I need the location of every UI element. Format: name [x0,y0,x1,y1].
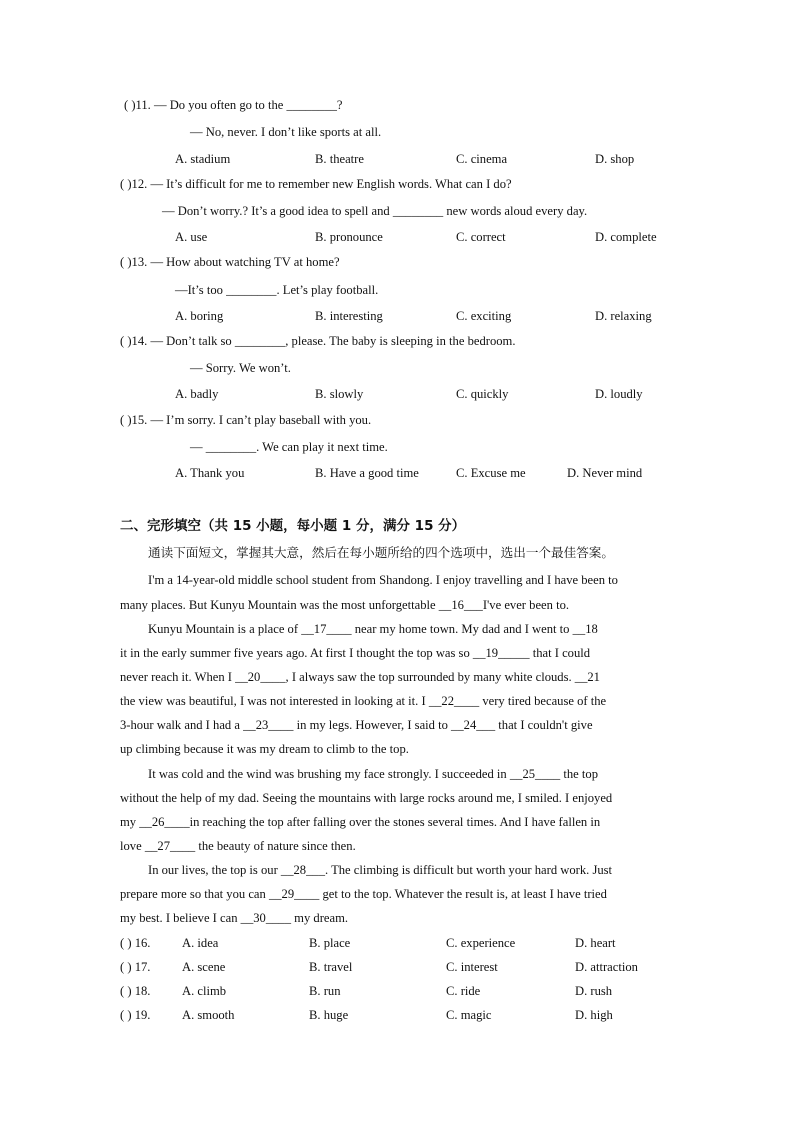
passage-line: my best. I believe I can __30____ my dream. [120,911,349,925]
question-12-reply: — Don’t worry.? It’s a good idea to spell and ________ new words aloud every day. [162,204,588,218]
passage-line: my __26____in reaching the top after falling over the stones several times. And I have fallen in [120,815,601,829]
option-a: A. badly [175,387,219,401]
option-d: D. Never mind [567,466,643,480]
option-d: D. relaxing [595,309,652,323]
option-b: B. Have a good time [315,466,419,480]
section-title: 二、完形填空（共 15 小题，每小题 1 分，满分 15 分） [120,518,466,534]
option-b: B. pronounce [315,230,383,244]
section-instruction: 通读下面短文，掌握其大意，然后在每小题所给的四个选项中，选出一个最佳答案。 [148,545,614,560]
option-d: D. complete [595,230,657,244]
option-b: B. slowly [315,387,364,401]
cloze-17-prefix [120,959,150,975]
option-a: A. climb [182,984,227,998]
option-d: D. rush [575,984,613,998]
question-number: 19. [134,1008,151,1022]
answer-paren: ( ) [124,98,136,112]
option-a: A. scene [182,960,226,974]
question-text: 15. — I’m sorry. I can’t play baseball with you. [131,413,372,427]
option-b: B. run [309,984,341,998]
answer-paren: ( ) [120,960,132,974]
option-c: C. exciting [456,309,512,323]
option-b: B. interesting [315,309,383,323]
passage-line: it in the early summer five years ago. At first I thought the top was so __19_____ that I could [120,646,591,660]
option-a: A. smooth [182,1008,235,1022]
passage-line: prepare more so that you can __29____ get to the top. Whatever the result is, at least I have tried [120,887,607,901]
answer-paren: ( ) [120,984,132,998]
question-15-stem [120,412,371,428]
question-13-stem [120,254,340,270]
passage-line: the view was beautiful, I was not interested in looking at it. I __22____ very tired because of the [120,694,607,708]
option-c: C. experience [446,936,516,950]
option-c: C. magic [446,1008,492,1022]
passage-line: It was cold and the wind was brushing my face strongly. I succeeded in __25____ the top [148,767,599,781]
question-number: 17. [134,960,151,974]
option-d: D. heart [575,936,616,950]
passage-line: love __27____ the beauty of nature since then. [120,839,356,853]
passage-line: up climbing because it was my dream to climb to the top. [120,742,409,756]
answer-paren: ( ) [120,413,132,427]
option-c: C. ride [446,984,481,998]
question-number: 16. [134,936,151,950]
passage-line: Kunyu Mountain is a place of __17____ near my home town. My dad and I went to __18 [148,622,598,636]
answer-paren: ( ) [120,334,132,348]
option-d: D. high [575,1008,613,1022]
option-d: D. shop [595,152,635,166]
answer-paren: ( ) [120,1008,132,1022]
passage-line: In our lives, the top is our __28___. The climbing is difficult but worth your hard work. Just [148,863,613,877]
question-number: 18. [134,984,151,998]
option-a: A. idea [182,936,219,950]
answer-paren: ( ) [120,255,132,269]
question-15-reply: — ________. We can play it next time. [190,440,388,454]
question-text: 13. — How about watching TV at home? [131,255,340,269]
option-b: B. theatre [315,152,364,166]
option-b: B. huge [309,1008,349,1022]
question-text: 12. — It’s difficult for me to remember new English words. What can I do? [131,177,512,191]
cloze-16-prefix [120,935,150,951]
option-a: A. stadium [175,152,231,166]
answer-paren: ( ) [120,936,132,950]
option-d: D. attraction [575,960,638,974]
option-a: A. use [175,230,208,244]
cloze-18-prefix [120,983,150,999]
answer-paren: ( ) [120,177,132,191]
passage-line: I'm a 14-year-old middle school student from Shandong. I enjoy travelling and I have been to [148,573,618,587]
option-c: C. quickly [456,387,509,401]
option-b: B. travel [309,960,353,974]
option-b: B. place [309,936,351,950]
passage-line: without the help of my dad. Seeing the mountains with large rocks around me, I smiled. I enjoyed [120,791,613,805]
question-12-stem [120,176,512,192]
question-14-stem [120,333,515,349]
question-11-stem [124,97,343,113]
passage-line: 3-hour walk and I had a __23____ in my legs. However, I said to __24___ that I couldn't give [120,718,593,732]
question-text: 11. — Do you often go to the ________? [135,98,343,112]
question-11-reply: — No, never. I don’t like sports at all. [190,125,382,139]
option-a: A. Thank you [175,466,245,480]
passage-line: never reach it. When I __20____, I always saw the top surrounded by many white clouds. __21 [120,670,600,684]
cloze-19-prefix [120,1007,150,1023]
option-d: D. loudly [595,387,643,401]
option-c: C. Excuse me [456,466,526,480]
question-text: 14. — Don’t talk so ________, please. The baby is sleeping in the bedroom. [131,334,516,348]
passage-line: many places. But Kunyu Mountain was the most unforgettable __16___I've ever been to. [120,598,570,612]
option-c: C. cinema [456,152,508,166]
option-c: C. correct [456,230,506,244]
question-13-reply: —It’s too ________. Let’s play football. [175,283,379,297]
option-c: C. interest [446,960,498,974]
question-14-reply: — Sorry. We won’t. [190,361,291,375]
option-a: A. boring [175,309,224,323]
